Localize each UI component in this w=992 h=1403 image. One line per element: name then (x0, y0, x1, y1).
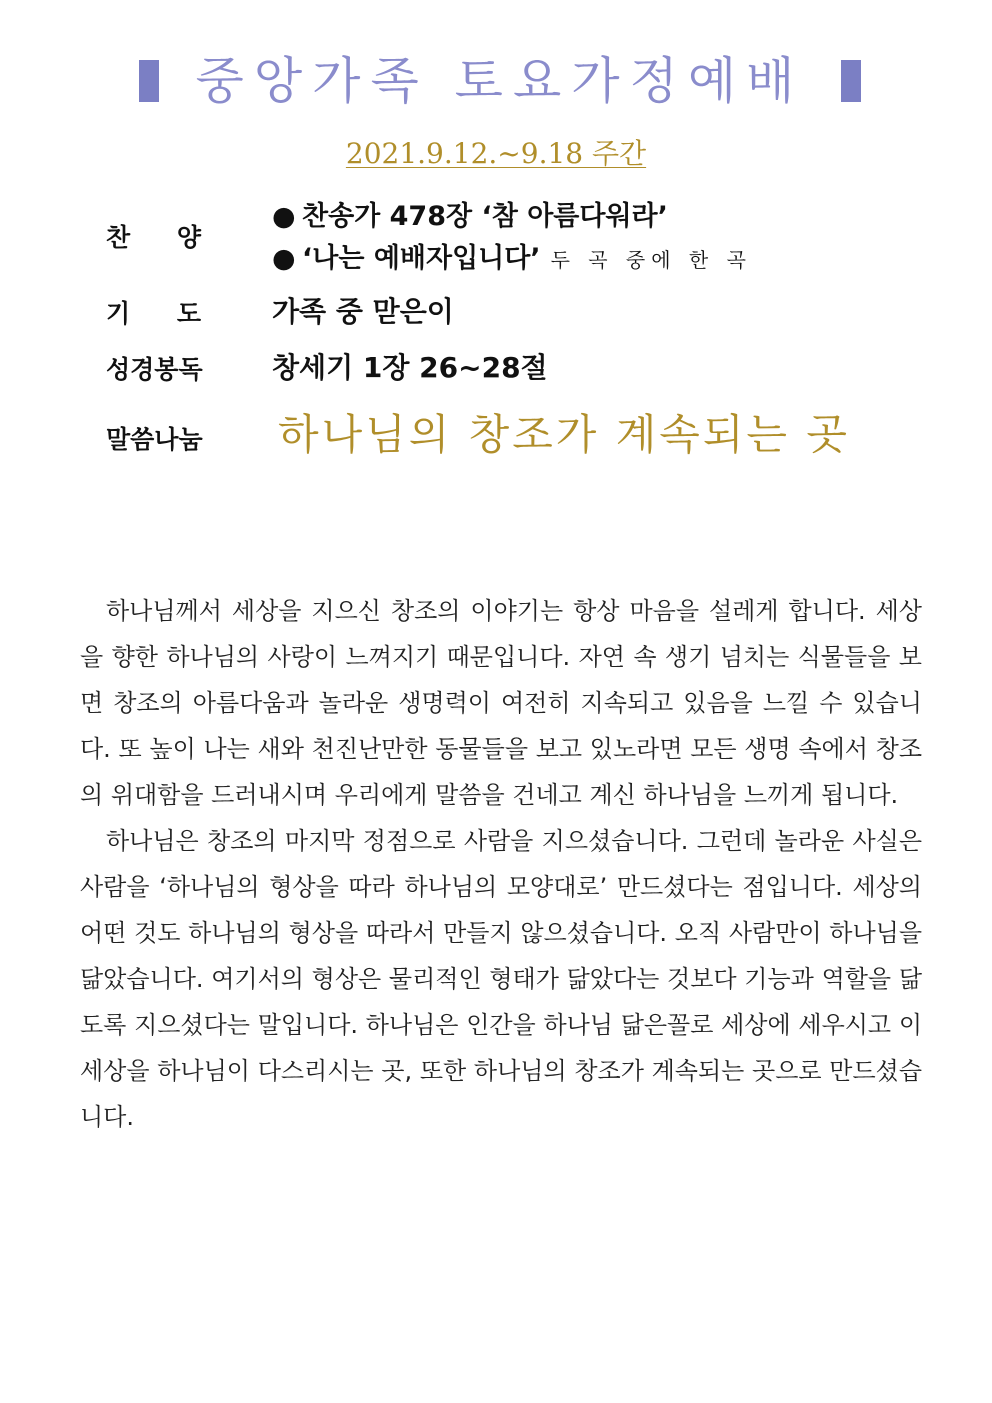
label-char: 양 (176, 223, 201, 252)
sermon-title: 하나님의 창조가 계속되는 곳 (278, 410, 850, 459)
week-date: 2021.9.12.~9.18 주간 (345, 137, 647, 170)
prayer-label-text (106, 294, 201, 330)
body-paragraph-1: 하나님께서 세상을 지으신 창조의 이야기는 항상 마음을 설레게 합니다. 세상을 향한 하나님의 사랑이 느껴지기 때문입니다. 자연 속 생기 넘치는 식물들을 보면 창조의 아름다움과 놀라운 생명력이 여전히 지속되고 있음을 느낄 수 있습니다. 또 높이 나는 새와 천진난만한 동물들을 보고 있노라면 모든 생명 속에서 창조의 위대함을 드러내시며 우리에게 말씀을 건네고 계신 하나님을 느끼게 됩니다. (80, 597, 922, 809)
label-char: 도 (176, 299, 201, 328)
hymn-label (106, 218, 206, 254)
label-char: 기 (106, 299, 131, 328)
date-line (0, 132, 992, 172)
hymn-item-1-text: 찬송가 478장 ‘참 아름다워라’ (302, 201, 668, 232)
label-char: 찬 (106, 223, 131, 252)
title-row (135, 50, 865, 112)
reading-value: 창세기 1장 26~28절 (272, 351, 548, 384)
hymn-item-2-text: ‘나는 예배자입니다’ (302, 243, 541, 274)
sermon-label: 말씀나눔 (106, 425, 203, 454)
prayer-label (106, 294, 206, 330)
page-title: 중앙가족 토요가정예배 (195, 52, 805, 110)
body-paragraph-2: 하나님은 창조의 마지막 정점으로 사람을 지으셨습니다. 그런데 놀라운 사실은 사람을 ‘하나님의 형상을 따라 하나님의 모양대로’ 만드셨다는 점입니다. 세상의 어떤 것도 하나님의 형상을 따라서 만들지 않으셨습니다. 오직 사람만이 하나님을 닮았습니다. 여기서의 형상은 물리적인 형태가 닮았다는 것보다 기능과 역할을 닮도록 지으셨다는 말입니다. 하나님은 인간을 하나님 닮은꼴로 세상에 세우시고 이 세상을 하나님이 다스리시는 곳, 또한 하나님의 창조가 계속되는 곳으로 만드셨습니다. (80, 827, 922, 1131)
hymn-note: 두 곡 중에 한 곡 (550, 248, 752, 272)
hymn-item-1 (272, 194, 668, 233)
title-bar-right (841, 60, 861, 102)
bullet-icon: ● (272, 201, 296, 232)
hymn-item-2 (272, 236, 752, 275)
hymn-label-text (106, 218, 201, 254)
title-bar-left (139, 60, 159, 102)
sermon-body (80, 588, 922, 1140)
prayer-value: 가족 중 맏은이 (272, 295, 454, 328)
reading-label: 성경봉독 (106, 355, 203, 384)
bullet-icon: ● (272, 243, 296, 274)
